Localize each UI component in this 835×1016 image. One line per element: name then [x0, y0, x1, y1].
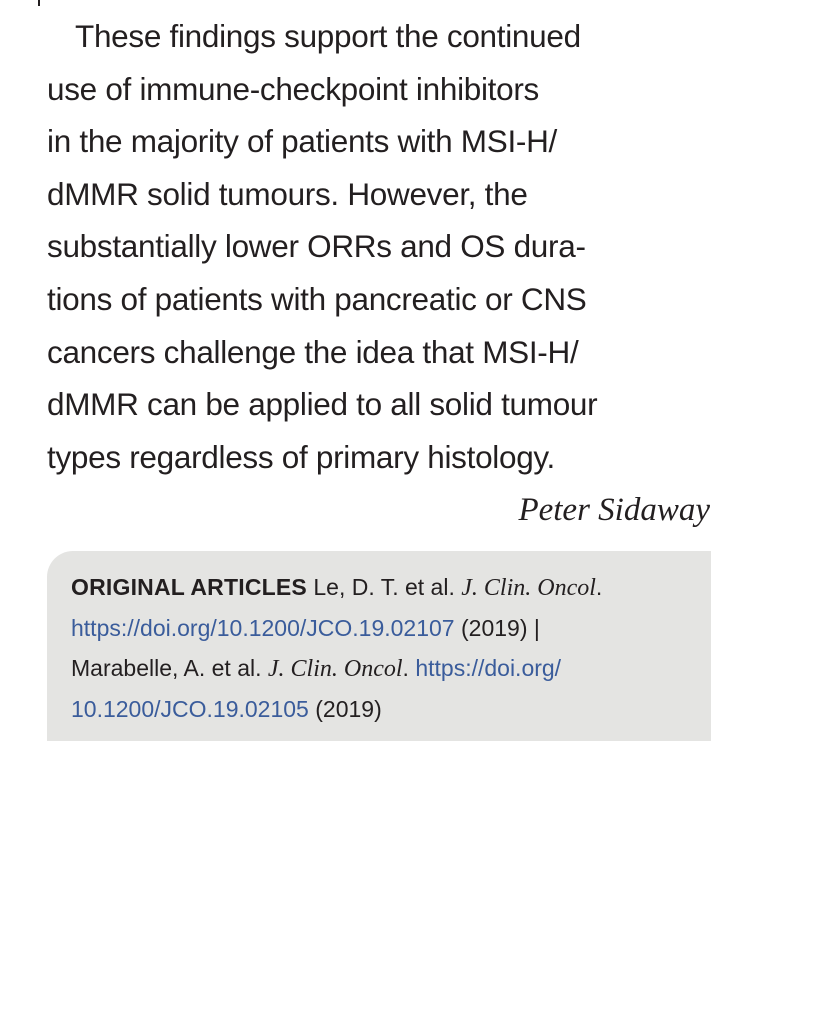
- references-label: ORIGINAL ARTICLES: [71, 574, 307, 600]
- article-paragraph: [47, 10, 707, 483]
- reference-line: [71, 648, 691, 689]
- reference-2-year: (2019): [308, 695, 382, 722]
- reference-line: [71, 689, 691, 730]
- paragraph-line: dMMR can be applied to all solid tumour: [47, 386, 598, 423]
- references-box: [47, 551, 711, 741]
- paragraph-line: use of immune-checkpoint inhibitors: [47, 70, 539, 107]
- paragraph-line: cancers challenge the idea that MSI-H/: [47, 333, 579, 370]
- paragraph-line: tions of patients with pancreatic or CNS: [47, 280, 587, 317]
- author-signature: Peter Sidaway: [518, 492, 710, 528]
- reference-line: [71, 608, 691, 649]
- page-edge-mark: [38, 0, 40, 6]
- paragraph-line: in the majority of patients with MSI-H/: [47, 123, 557, 160]
- reference-line: [71, 567, 691, 608]
- reference-1-authors: Le, D. T. et al.: [306, 574, 462, 600]
- paragraph-line: substantially lower ORRs and OS dura-: [47, 228, 586, 265]
- paragraph-line: types regardless of primary histology.: [47, 438, 555, 475]
- paragraph-line: These findings support the continued: [75, 18, 581, 54]
- reference-2-doi-link-part1[interactable]: https://doi.org/: [415, 655, 562, 681]
- reference-2-journal-end: .: [402, 655, 416, 681]
- reference-1-journal-end: .: [595, 574, 603, 600]
- reference-1-journal: J. Clin. Oncol: [461, 575, 596, 601]
- reference-2-doi-link-part2[interactable]: 10.1200/JCO.19.02105: [71, 695, 309, 722]
- reference-2-authors: Marabelle, A. et al.: [71, 655, 268, 681]
- reference-1-year: (2019) |: [454, 614, 540, 641]
- paragraph-line: dMMR solid tumours. However, the: [47, 175, 528, 212]
- reference-1-doi-link[interactable]: https://doi.org/10.1200/JCO.19.02107: [71, 614, 455, 641]
- reference-2-journal: J. Clin. Oncol: [267, 656, 403, 682]
